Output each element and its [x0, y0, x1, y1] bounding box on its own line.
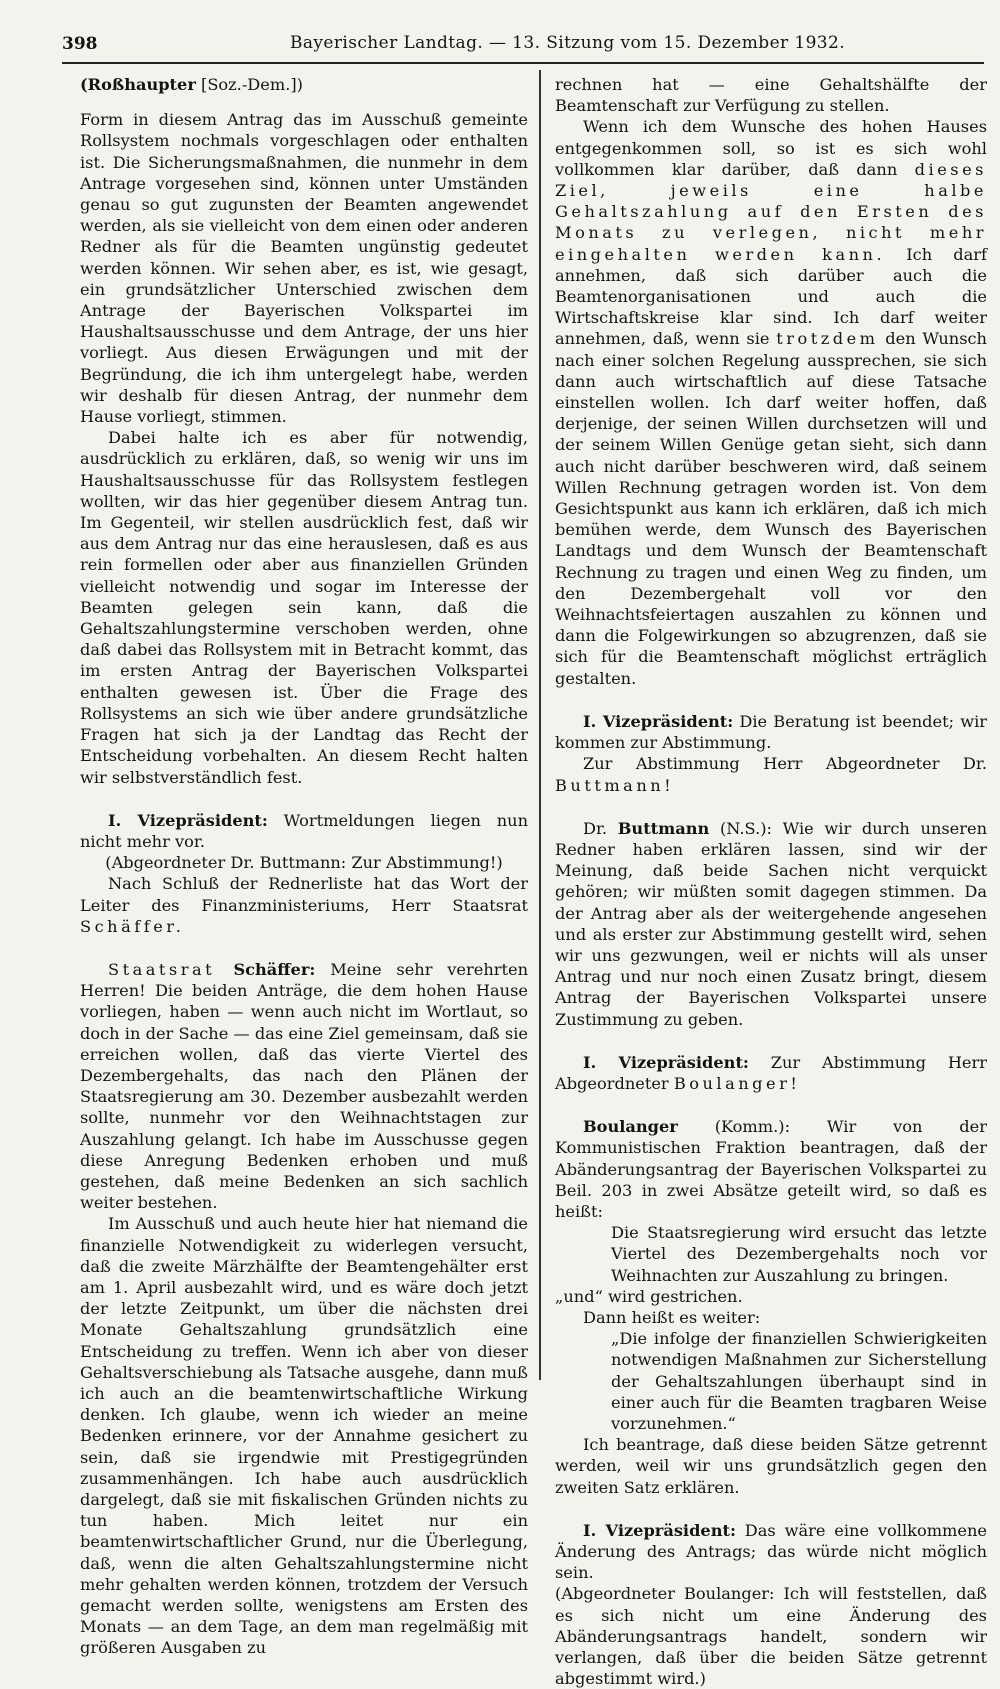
statement-text: Meine sehr verehrten Herren! Die beiden Anträge, die dem hohen Hause vorliegen, haben — wenn auch nicht im Wortlaut, so doch in der Sache — das eine Ziel gemeinsam, daß sie erreichen wollen, daß das vierte Viertel des Dezembergehalts, das nach den Plänen der Staatsregierung am 30. Dezember ausbezahlt werden sollte, nunmehr vor den Weihnachtstagen zur Auszahlung gelangt. Ich habe im Ausschusse gegen diese Anregung Bedenken erhoben und muß gestehen, daß meine Bedenken an sich sachlich weiter bestehen. [80, 959, 528, 1213]
interjection: (Abgeordneter Boulanger: Ich will feststellen, daß es sich nicht um eine Änderung des Abänderungsantrags handelt, sondern wir verlangen, daß über die beiden Sätze getrennt abgestimmt wird.) [555, 1584, 987, 1689]
paragraph [555, 116, 987, 688]
speaker-heading [80, 74, 528, 95]
paragraph: Form in diesem Antrag das im Ausschuß gemeinte Rollsystem nochmals vorgeschlagen oder enthalten ist. Die Sicherungsmaßnahmen, die nunmehr in dem Antrage vorgesehen sind, können unter Umständen genau so gut zugunsten der Beamten angewendet werden, als sie vielleicht von dem einen oder anderen Redner als für die Beamten ungünstig gedeutet werden können. Wir sehen aber, es ist, wie gesagt, ein grundsätzlicher Unterschied zwischen dem Antrage der Bayerischen Volkspartei im Haushaltsausschusse und dem Antrage, der uns hier vorliegt. Aus diesen Erwägungen und mit der Begründung, die ich ihm untergelegt habe, werden wir deshalb für diesen Antrag, der nunmehr dem Hause vorliegt, stimmen. [80, 110, 528, 427]
paragraph: Im Ausschuß und auch heute hier hat niemand die finanzielle Notwendigkeit zu widerlegen versucht, daß die zweite Märzhälfte der Beamtengehälter erst am 1. April ausbezahlt wird, und es wäre doch jetzt der letzte Zeitpunkt, um über die nächsten drei Monate Gehaltszahlung grundsätzlich eine Entscheidung zu treffen. Wenn ich aber von dieser Gehaltsverschiebung als Tatsache ausgehe, dann muß ich auch an die beamtenwirtschaftliche Wirkung denken. Ich glaube, wenn ich wieder an meine Bedenken erinnere, vor der Annahme gesichert zu sein, daß sie irgendwie mit Prestigegründen zusammenhängen. Ich habe auch ausdrücklich dargelegt, daß sie mit fiskalischen Gründen nichts zu tun haben. Mich leitet nur ein beamtenwirtschaftlicher Grund, nur die Überlegung, daß, wenn die alten Gehaltszahlungstermine nicht mehr gehalten werden können, trotzdem der Versuch gemacht werden sollte, wenigstens am Ersten des Monats — an dem Tage, an dem man regelmäßig mit größeren Ausgaben zu [80, 1214, 528, 1658]
speaker-name: (Roßhaupter [80, 75, 196, 94]
spaced-text: trotzdem [776, 329, 879, 349]
spaced-text: dieses Ziel, jeweils eine halbe Gehaltszahlung auf den Ersten des Monats zu verlegen, nicht mehr eingehalten werden kann. [555, 159, 987, 264]
statement-text: (N.S.): Wie wir durch unseren Redner haben erklären lassen, sind wir der Meinung, daß beide Sachen nicht verquickt gehören; wir müßten somit dagegen stimmen. Da der Antrag aber als der weitergehende angesehen und als erster zur Abstimmung gestellt wird, sehen wir uns gezwungen, weil er nichts will als unser Antrag und nur noch einen Zusatz bringt, diesem Antrag der Bayerischen Volkspartei unsere Zustimmung zu geben. [555, 818, 987, 1029]
vizepraesident-statement [555, 1520, 987, 1584]
running-head: Bayerischer Landtag. — 13. Sitzung vom 15. Dezember 1932. [290, 33, 846, 53]
schaeffer-statement [80, 959, 528, 1213]
statement-text: Die Beratung ist beendet; wir kommen zur Abstimmung. [555, 711, 988, 753]
quoted-motion: „Die infolge der finanziellen Schwierigkeiten notwendigen Maßnahmen zur Sicherstellung der Gehaltszahlungen überhaupt sind in einer auch für die Beamten tragbaren Weise vorzunehmen.“ [611, 1329, 987, 1433]
speaker-name: I. Vizepräsident: [583, 1052, 749, 1072]
vizepraesident-statement [555, 711, 987, 753]
buttmann-statement [555, 818, 987, 1030]
statement-text: Das wäre eine vollkommene Änderung des Antrags; das würde nicht möglich sein. [555, 1520, 987, 1583]
spaced-name: Boulanger! [673, 1073, 801, 1093]
speaker-party: [Soz.-Dem.]) [195, 75, 303, 94]
paragraph: Dann heißt es weiter: [583, 1307, 761, 1327]
interjection: (Abgeordneter Dr. Buttmann: Zur Abstimmung!) [105, 853, 503, 873]
statement-text: Wortmeldungen liegen nun nicht mehr vor. [80, 810, 528, 851]
paragraph [80, 873, 528, 937]
vizepraesident-statement [555, 1052, 987, 1094]
quoted-motion: Die Staatsregierung wird ersucht das letzte Viertel des Dezembergehalts noch vor Weihnachten zur Auszahlung zu bringen. [611, 1223, 987, 1285]
boulanger-statement [555, 1116, 987, 1222]
statement-text: Ich darf annehmen, daß sich darüber auch die Beamtenorganisationen und auch die Wirtschaftskreise klar sind. Ich darf weiter annehmen, daß, wenn sie [555, 244, 987, 349]
speaker-name: Buttmann [617, 818, 710, 838]
spaced-name: Buttmann! [555, 775, 675, 795]
right-column [555, 74, 987, 1689]
speaker-name: I. Vizepräsident: [108, 810, 268, 830]
statement-text: Wenn ich dem Wunsche des hohen Hauses entgegenkommen soll, so ist es sich wohl vollkommen klar darüber, daß dann [555, 117, 987, 179]
statement-text: Zur Abstimmung Herr Abgeordneter [555, 1052, 987, 1093]
speaker-name: I. Vizepräsident: [583, 1520, 736, 1540]
paragraph [555, 753, 987, 795]
left-column [80, 74, 528, 1659]
paragraph: Ich beantrage, daß diese beiden Sätze getrennt werden, weil wir uns grundsätzlich gegen den zweiten Satz erklären. [555, 1435, 987, 1497]
statement-text: den Wunsch nach einer solchen Regelung aussprechen, sie sich dann auch wirtschaftlich auf diese Tatsache einstellen wollen. Ich darf weiter hoffen, daß derjenige, der seinen Willen durchsetzen will und der seinem Willen Genüge getan sieht, sich dann auch nicht darüber beschweren wird, daß seinem Willen Rechnung getragen worden ist. Von dem Gesichtspunkt aus kann ich erklären, daß ich mich bemühen werde, dem Wunsch des Bayerischen Landtags und dem Wunsch der Beamtenschaft Rechnung zu tragen und einen Weg zu finden, um den Dezembergehalt voll vor den Weihnachtsfeiertagen auszahlen zu können und dann die Folgewirkungen so abzugrenzen, daß sie sich für die Beamtenschaft möglichst erträglich gestalten. [555, 329, 987, 688]
spaced-name: Schäffer. [80, 916, 185, 936]
statement-text: Zur Abstimmung Herr Abgeordneter Dr. [583, 754, 987, 774]
statement-text: (Komm.): Wir von der Kommunistischen Fraktion beantragen, daß der Abänderungsantrag der Bayerischen Volkspartei zu Beil. 203 in zwei Absätze geteilt wird, so daß es heißt: [555, 1117, 987, 1221]
speaker-name: Boulanger [583, 1117, 678, 1137]
speaker-name: I. Vizepräsident: [583, 711, 734, 731]
statement-text: Nach Schluß der Rednerliste hat das Wort der Leiter des Finanzministeriums, Herr Staatsrat [80, 874, 528, 915]
paragraph: „und“ wird gestrichen. [555, 1286, 743, 1306]
page-header [62, 30, 984, 64]
speaker-title: Dr. [583, 818, 618, 838]
vizepraesident-statement [80, 810, 528, 852]
column-divider [539, 70, 541, 1380]
paragraph: rechnen hat — eine Gehaltshälfte der Beamtenschaft zur Verfügung zu stellen. [555, 75, 987, 116]
speaker-name: Schäffer: [233, 959, 316, 979]
speaker-title: Staatsrat [108, 959, 234, 979]
paragraph: Dabei halte ich es aber für notwendig, ausdrücklich zu erklären, daß, so wenig wir uns im Haushaltsausschusse für das Rollsystem festlegen wollten, wir das hier gegenüber diesem Antrag tun. Im Gegenteil, wir stellen ausdrücklich fest, daß wir aus dem Antrag nur das eine herauslesen, daß es aus rein formellen oder aber aus finanziellen Gründen vielleicht notwendig und sogar im Interesse der Beamten gelegen sein kann, daß die Gehaltszahlungstermine verschoben werden, ohne daß dabei das Rollsystem mit in Betracht kommt, das im ersten Antrag der Bayerischen Volkspartei enthalten gewesen ist. Über die Frage des Rollsystems an sich wie über andere grundsätzliche Fragen hat sich ja der Landtag das Recht der Entscheidung vorbehalten. An diesem Recht halten wir selbstverständlich fest. [80, 428, 528, 787]
page-number: 398 [62, 34, 98, 54]
